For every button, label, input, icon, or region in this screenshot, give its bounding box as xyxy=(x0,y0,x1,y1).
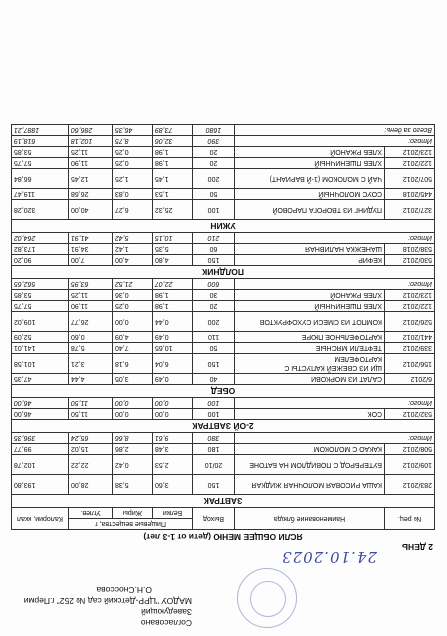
cell-p: 1,53 xyxy=(153,189,193,200)
table-row xyxy=(11,147,434,158)
total-row xyxy=(11,233,434,244)
section-title: 2-ОЙ ЗАВТРАК xyxy=(11,420,434,433)
cell-c: 12,45 xyxy=(68,169,112,189)
table-row xyxy=(11,312,434,332)
total-k: 562,65 xyxy=(11,279,68,290)
cell-c: 26,68 xyxy=(68,189,112,200)
section-title: УЖИН xyxy=(11,220,434,233)
total-f: 5,42 xyxy=(113,233,153,244)
cell-out: 100 xyxy=(193,409,235,420)
cell-k: 46,00 xyxy=(11,409,68,420)
total-p: 10,15 xyxy=(153,233,193,244)
menu-table-body xyxy=(11,125,434,508)
approval-block xyxy=(22,584,192,628)
cell-c: 5,78 xyxy=(68,343,112,354)
approval-line: О.Н.Сноссова xyxy=(96,585,152,595)
cell-k: 109,02 xyxy=(11,312,68,332)
total-f: 21,52 xyxy=(113,279,153,290)
cell-k: 52,09 xyxy=(11,332,68,343)
grand-total-out: 1680 xyxy=(193,125,235,136)
cell-c: 22,22 xyxy=(68,455,112,475)
cell-name: КАКАО С МОЛОКОМ xyxy=(235,444,385,455)
cell-rec: 445/2018 xyxy=(385,189,435,200)
cell-c: 26,77 xyxy=(68,312,112,332)
cell-out: 40 xyxy=(193,374,235,385)
stamp-seal xyxy=(237,568,297,628)
approval-line: Согласовано xyxy=(140,618,192,628)
total-out: 380 xyxy=(193,433,235,444)
cell-f: 0,25 xyxy=(113,158,153,169)
cell-out: 20 xyxy=(193,158,235,169)
cell-c: 4,44 xyxy=(68,374,112,385)
cell-c: 28,00 xyxy=(68,475,112,495)
cell-rec: 6/2012 xyxy=(385,374,435,385)
cell-f: 6,18 xyxy=(113,354,153,374)
cell-name: ЩИ ИЗ СВЕЖЕЙ КАПУСТЫ С КАРТОФЕЛЕМ xyxy=(235,354,385,374)
cell-name: КОМПОТ ИЗ СМЕСИ СУХОФРУКТОВ xyxy=(235,312,385,332)
cell-c: 11,90 xyxy=(68,158,112,169)
cell-k: 90,20 xyxy=(11,255,68,266)
cell-name: КАРТОФЕЛЬНОЕ ПЮРЕ xyxy=(235,332,385,343)
cell-k: 320,28 xyxy=(11,200,68,220)
table-row xyxy=(11,475,434,495)
section-title: ПОЛДНИК xyxy=(11,266,434,279)
cell-name: КЕФИР xyxy=(235,255,385,266)
cell-p: 10,65 xyxy=(153,343,193,354)
cell-c: 11,25 xyxy=(68,147,112,158)
header-kcal: Калории, ккал xyxy=(11,508,68,530)
cell-out: 50 xyxy=(193,343,235,354)
cell-f: 0,25 xyxy=(113,147,153,158)
cell-rec: 156/2012 xyxy=(385,354,435,374)
total-f: 8,75 xyxy=(113,136,153,147)
total-k: 46,00 xyxy=(11,398,68,409)
total-f: 8,66 xyxy=(113,433,153,444)
grand-total-p: 73,89 xyxy=(153,125,193,136)
cell-p: 6,04 xyxy=(153,354,193,374)
cell-k: 66,84 xyxy=(11,169,68,189)
day-label: 2 ДЕНЬ xyxy=(401,542,433,552)
table-row xyxy=(11,455,434,475)
cell-f: 0,25 xyxy=(113,301,153,312)
cell-out: 150 xyxy=(193,475,235,495)
cell-rec: 507/2012 xyxy=(385,169,435,189)
total-k: 396,35 xyxy=(11,433,68,444)
total-k: 618,19 xyxy=(11,136,68,147)
section-row xyxy=(11,495,434,508)
approval-line: Заведующий xyxy=(141,607,192,617)
cell-k: 141,01 xyxy=(11,343,68,354)
total-row xyxy=(11,433,434,444)
cell-out: 200 xyxy=(193,312,235,332)
cell-name: СОУС МОЛОЧНЫЙ xyxy=(235,189,385,200)
header-rec: № рец. xyxy=(385,508,435,530)
table-row xyxy=(11,444,434,455)
grand-total-k: 1887,21 xyxy=(11,125,68,136)
total-out: 210 xyxy=(193,233,235,244)
cell-name: ХЛЕБ РЖАНОЙ xyxy=(235,290,385,301)
cell-rec: 339/2012 xyxy=(385,343,435,354)
cell-rec: 530/2012 xyxy=(385,255,435,266)
grand-total-label: Всего за день: xyxy=(235,125,435,136)
header-fat: Жиры xyxy=(113,508,153,519)
cell-out: 20 xyxy=(193,147,235,158)
cell-f: 2,86 xyxy=(113,444,153,455)
cell-c: 11,25 xyxy=(68,290,112,301)
table-row xyxy=(11,255,434,266)
cell-p: 3,48 xyxy=(153,444,193,455)
total-p: 22,07 xyxy=(153,279,193,290)
cell-k: 53,85 xyxy=(11,147,68,158)
total-row xyxy=(11,279,434,290)
cell-rec: 109/2012 xyxy=(385,455,435,475)
total-label: Итого: xyxy=(235,233,435,244)
total-p: 32,06 xyxy=(153,136,193,147)
cell-c: 11,50 xyxy=(68,409,112,420)
section-title: ОБЕД xyxy=(11,385,434,398)
total-label: Итого: xyxy=(235,433,435,444)
section-row xyxy=(11,420,434,433)
header-protein: Белки xyxy=(153,508,193,519)
total-row xyxy=(11,136,434,147)
total-c: 41,91 xyxy=(68,233,112,244)
cell-f: 1,42 xyxy=(113,244,153,255)
cell-out: 60 xyxy=(193,244,235,255)
total-label: Итого: xyxy=(235,398,435,409)
cell-f: 3,05 xyxy=(113,374,153,385)
cell-p: 1,45 xyxy=(153,169,193,189)
total-c: 102,18 xyxy=(68,136,112,147)
cell-c: 15,02 xyxy=(68,444,112,455)
total-p: 0,00 xyxy=(153,398,193,409)
cell-f: 0,36 xyxy=(113,290,153,301)
table-row xyxy=(11,189,434,200)
cell-name: ШАНЕЖКА НАЛИВНАЯ xyxy=(235,244,385,255)
table-row xyxy=(11,301,434,312)
total-p: 9,61 xyxy=(153,433,193,444)
cell-c: 34,91 xyxy=(68,244,112,255)
total-f: 0,00 xyxy=(113,398,153,409)
cell-rec: 508/2012 xyxy=(385,444,435,455)
cell-f: 0,42 xyxy=(113,455,153,475)
cell-c: 0,60 xyxy=(68,332,112,343)
table-row xyxy=(11,200,434,220)
cell-name: ХЛЕБ ПШЕНИЧНЫЙ xyxy=(235,301,385,312)
cell-c: 7,00 xyxy=(68,255,112,266)
cell-out: 20 xyxy=(193,301,235,312)
cell-rec: 532/2012 xyxy=(385,409,435,420)
table-row xyxy=(11,354,434,374)
cell-name: ТЕФТЕЛИ МЯСНЫЕ xyxy=(235,343,385,354)
cell-p: 5,35 xyxy=(153,244,193,255)
cell-k: 119,47 xyxy=(11,189,68,200)
cell-rec: 122/2012 xyxy=(385,301,435,312)
section-row xyxy=(11,266,434,279)
header-carb: Углев. xyxy=(68,508,112,519)
cell-p: 1,98 xyxy=(153,290,193,301)
cell-f: 5,38 xyxy=(113,475,153,495)
table-row xyxy=(11,169,434,189)
total-c: 11,50 xyxy=(68,398,112,409)
section-title: ЗАВТРАК xyxy=(11,495,434,508)
grand-total-c: 286,60 xyxy=(68,125,112,136)
header-out: Выход xyxy=(193,508,235,530)
cell-f: 0,00 xyxy=(113,312,153,332)
total-label: Итого: xyxy=(235,279,435,290)
cell-p: 4,80 xyxy=(153,255,193,266)
cell-c: 3,21 xyxy=(68,354,112,374)
table-row xyxy=(11,158,434,169)
cell-p: 3,60 xyxy=(153,475,193,495)
table-row xyxy=(11,374,434,385)
cell-name: ПУДИНГ ИЗ ТВОРОГА ПАРОВОЙ xyxy=(235,200,385,220)
cell-k: 57,75 xyxy=(11,158,68,169)
cell-name: СОК xyxy=(235,409,385,420)
total-row xyxy=(11,398,434,409)
cell-f: 4,09 xyxy=(113,332,153,343)
table-row xyxy=(11,409,434,420)
grand-total-f: 46,35 xyxy=(113,125,153,136)
total-label: Итого: xyxy=(235,136,435,147)
cell-out: 30 xyxy=(193,290,235,301)
cell-k: 57,75 xyxy=(11,301,68,312)
cell-p: 1,98 xyxy=(153,301,193,312)
cell-out: 100 xyxy=(193,200,235,220)
cell-p: 25,32 xyxy=(153,200,193,220)
menu-title: ЯСЛИ ОБЩЕЕ МЕНЮ (дети от 1-3 лет) xyxy=(143,532,303,542)
cell-p: 1,98 xyxy=(153,147,193,158)
cell-rec: 441/2012 xyxy=(385,332,435,343)
cell-out: 180 xyxy=(193,444,235,455)
cell-out: 20/10 xyxy=(193,455,235,475)
cell-c: 40,00 xyxy=(68,200,112,220)
cell-k: 47,35 xyxy=(11,374,68,385)
cell-k: 193,80 xyxy=(11,475,68,495)
cell-p: 0,00 xyxy=(153,409,193,420)
cell-k: 99,77 xyxy=(11,444,68,455)
header-name: Наименование блюда xyxy=(235,508,385,530)
cell-rec: 122/2012 xyxy=(385,158,435,169)
cell-p: 2,53 xyxy=(153,455,193,475)
menu-table xyxy=(11,124,435,530)
cell-out: 50 xyxy=(193,189,235,200)
total-out: 600 xyxy=(193,279,235,290)
cell-f: 1,25 xyxy=(113,169,153,189)
table-row xyxy=(11,244,434,255)
cell-p: 0,49 xyxy=(153,374,193,385)
cell-name: КАША РИСОВАЯ МОЛОЧНАЯ ЖИДКАЯ xyxy=(235,475,385,495)
cell-c: 11,90 xyxy=(68,301,112,312)
cell-rec: 123/2012 xyxy=(385,290,435,301)
cell-p: 0,49 xyxy=(153,332,193,343)
total-out: 390 xyxy=(193,136,235,147)
cell-name: ЧАЙ С МОЛОКОМ (1-Й ВАРИАНТ) xyxy=(235,169,385,189)
cell-out: 150 xyxy=(193,255,235,266)
approval-line: МАДОУ "ЦРР-Детский сад № 252" г.Перми xyxy=(23,596,192,606)
handwritten-date: 24.10.2023 xyxy=(281,548,377,566)
cell-name: ХЛЕБ ПШЕНИЧНЫЙ xyxy=(235,158,385,169)
total-k: 264,02 xyxy=(11,233,68,244)
cell-rec: 538/2018 xyxy=(385,244,435,255)
cell-k: 102,78 xyxy=(11,455,68,475)
cell-rec: 327/2012 xyxy=(385,200,435,220)
section-row xyxy=(11,220,434,233)
cell-f: 4,00 xyxy=(113,255,153,266)
cell-rec: 526/2012 xyxy=(385,312,435,332)
cell-out: 150 xyxy=(193,354,235,374)
cell-name: ХЛЕБ РЖАНОЙ xyxy=(235,147,385,158)
cell-rec: 123/2012 xyxy=(385,147,435,158)
total-c: 63,95 xyxy=(68,279,112,290)
grand-total-row xyxy=(11,125,434,136)
cell-k: 53,85 xyxy=(11,290,68,301)
cell-k: 101,58 xyxy=(11,354,68,374)
table-row xyxy=(11,290,434,301)
cell-f: 0,83 xyxy=(113,189,153,200)
cell-k: 173,82 xyxy=(11,244,68,255)
cell-p: 1,98 xyxy=(153,158,193,169)
total-c: 65,24 xyxy=(68,433,112,444)
section-row xyxy=(11,385,434,398)
cell-out: 200 xyxy=(193,169,235,189)
table-row xyxy=(11,332,434,343)
cell-rec: 283/2012 xyxy=(385,475,435,495)
cell-out: 110 xyxy=(193,332,235,343)
cell-p: 0,44 xyxy=(153,312,193,332)
cell-f: 0,00 xyxy=(113,409,153,420)
cell-f: 6,27 xyxy=(113,200,153,220)
total-out: 100 xyxy=(193,398,235,409)
cell-f: 7,40 xyxy=(113,343,153,354)
table-row xyxy=(11,343,434,354)
cell-name: САЛАТ ИЗ МОРКОВИ xyxy=(235,374,385,385)
cell-name: БУТЕРБРОД С ПОВИДЛОМ НА БАТОНЕ xyxy=(235,455,385,475)
header-nutrients: Пищевые вещества, г xyxy=(68,519,192,530)
